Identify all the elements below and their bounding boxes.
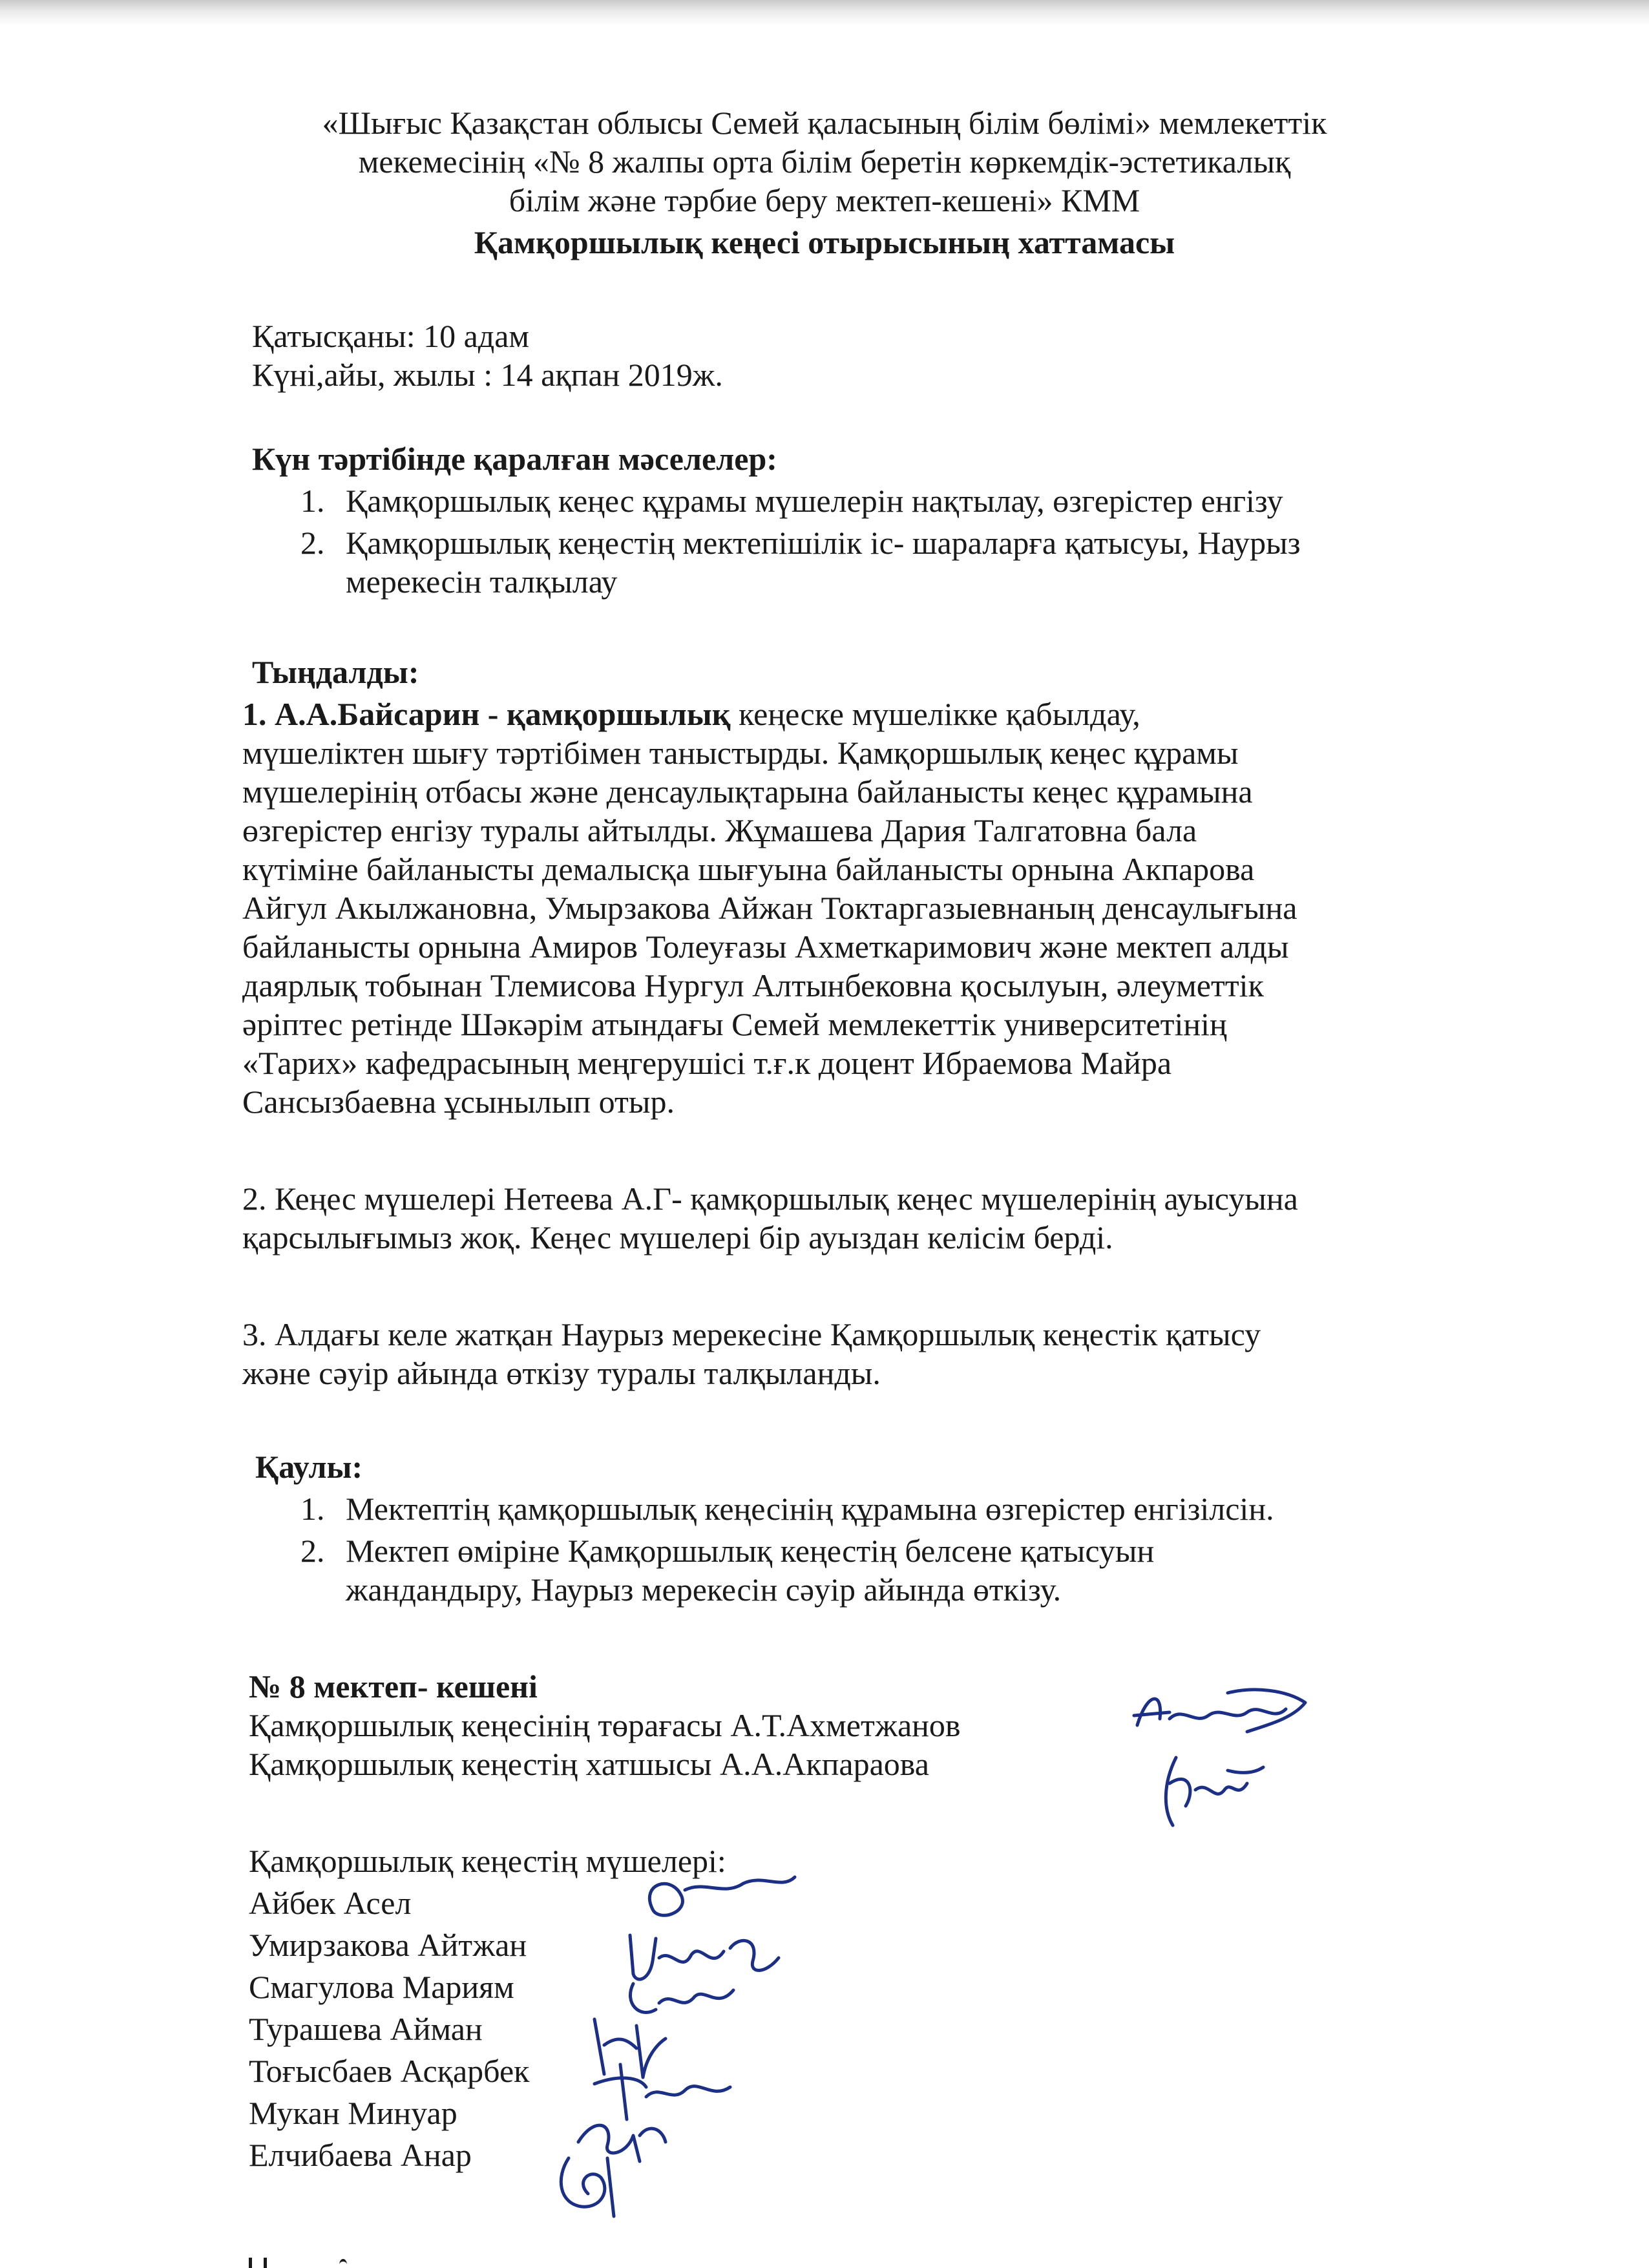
- resolved-item-2-line-2: жандандыру, Наурыз мерекесін сәуір айында өткізу.: [346, 1571, 1062, 1608]
- heard-paragraph-1-line-11: Сансызбаевна ұсынылып отыр.: [242, 1084, 675, 1120]
- resolved-item-2-line-1: Мектеп өміріне Қамқоршылық кеңестің белсене қатысуын: [346, 1533, 1155, 1569]
- resolved-item-1-number: 1.: [300, 1491, 325, 1527]
- meeting-date: Күні,айы, жылы : 14 ақпан 2019ж.: [252, 357, 723, 393]
- agenda-item-2-line-1: Қамқоршылық кеңестің мектепішілік іс- шараларға қатысуы, Наурыз: [346, 525, 1301, 561]
- agenda-item-1: Қамқоршылық кеңес құрамы мүшелерін нақтылау, өзгерістер енгізу: [346, 483, 1283, 519]
- heard-paragraph-1-line-1: [242, 695, 1140, 733]
- member-7-signature: [549, 2145, 653, 2223]
- member-name-4: Турашева Айман: [249, 2011, 483, 2047]
- heard-paragraph-1-line-4: өзгерістер енгізу туралы айтылды. Жұмашева Дария Талгатовна бала: [242, 812, 1197, 848]
- heard-heading: Тыңдалды:: [252, 654, 419, 690]
- agenda-heading: Күн тәртібінде қаралған мәселелер:: [252, 441, 777, 477]
- member-name-2: Умирзакова Айтжан: [249, 1927, 527, 1963]
- heard-paragraph-2-line-1: 2. Кеңес мүшелері Нетеева А.Г- қамқоршылық кеңес мүшелерінің ауысуына: [242, 1181, 1298, 1217]
- heard-paragraph-1-line-10: «Тарих» кафедрасының меңгерушісі т.ғ.к доцент Ибраемова Майра: [242, 1045, 1172, 1081]
- heard-paragraph-1-line-8: даярлық тобынан Тлемисова Нургул Алтынбековна қосылуын, әлеуметтік: [242, 967, 1264, 1003]
- member-name-7: Елчибаева Анар: [249, 2137, 472, 2173]
- school-label: № 8 мектеп- кешені: [249, 1668, 538, 1705]
- heard-paragraph-3-line-1: 3. Алдағы келе жатқан Наурыз мерекесіне Қамқоршылық кеңестік қатысу: [242, 1316, 1261, 1352]
- heard-paragraph-2-line-2: қарсылығымыз жоқ. Кеңес мүшелері бір ауыздан келісім берді.: [242, 1219, 1113, 1255]
- attended-count: Қатысқаны: 10 адам: [252, 318, 530, 354]
- member-name-1: Айбек Асел: [249, 1885, 412, 1921]
- resolved-heading: Қаулы:: [255, 1449, 363, 1485]
- heard-paragraph-3-line-2: және сәуір айында өткізу туралы талқыланды.: [242, 1355, 881, 1391]
- heard-paragraph-1-line-9: әріптес ретінде Шәкәрім атындағы Семей мемлекеттік университетінің: [242, 1006, 1227, 1042]
- resolved-item-2-number: 2.: [300, 1533, 325, 1569]
- chairperson-line: Қамқоршылық кеңесінің төрағасы А.Т.Ахметжанов: [249, 1707, 961, 1743]
- heard-paragraph-1-line-5: күтіміне байланысты демалысқа шығуына байланысты орнына Акпарова: [242, 851, 1255, 887]
- header-line-2: мекемесінің «№ 8 жалпы орта білім беретін көркемдік-эстетикалық: [358, 143, 1291, 180]
- secretary-line: Қамқоршылық кеңестің хатшысы А.А.Акпараова: [249, 1746, 929, 1782]
- member-name-6: Мукан Минуар: [249, 2095, 457, 2131]
- chairperson-signature: [1124, 1680, 1318, 1751]
- members-heading: Қамқоршылық кеңестің мүшелері:: [249, 1843, 726, 1879]
- cut-off-line: [249, 2254, 378, 2268]
- header-line-1: «Шығыс Қазақстан облысы Семей қаласының білім бөлімі» мемлекеттік: [322, 105, 1327, 141]
- heard-paragraph-1-line-7: байланысты орнына Амиров Толеуғазы Ахметкаримович және мектеп алды: [242, 929, 1289, 965]
- resolved-item-1: Мектептің қамқоршылық кеңесінің құрамына өзгерістер енгізілсін.: [346, 1491, 1274, 1527]
- heard-paragraph-1-line-6: Айгул Акылжановна, Умырзакова Айжан Токтаргазыевнаның денсаулығына: [242, 890, 1297, 926]
- member-name-5: Тоғысбаев Асқарбек: [249, 2053, 530, 2089]
- document-title: Қамқоршылық кеңесі отырысының хаттамасы: [474, 224, 1175, 260]
- member-name-3: Смагулова Мариям: [249, 1969, 514, 2005]
- agenda-item-2-line-2: мерекесін талқылау: [346, 563, 618, 600]
- speaker-name: 1. А.А.Байсарин - қамқоршылық: [242, 696, 731, 732]
- heard-paragraph-1-line-3: мүшелерінің отбасы және денсаулықтарына байланысты кеңес құрамына: [242, 773, 1253, 810]
- agenda-item-1-number: 1.: [300, 483, 325, 519]
- agenda-item-2-number: 2.: [300, 525, 325, 561]
- heard-paragraph-1-start: кеңеске мүшелікке қабылдау,: [730, 696, 1140, 732]
- header-line-3: білім және тәрбие беру мектеп-кешені» КММ: [509, 182, 1140, 218]
- heard-paragraph-1-line-2: мүшеліктен шығу тәртібімен таныстырды. Қамқоршылық кеңес құрамы: [242, 735, 1239, 771]
- secretary-signature: [1150, 1745, 1266, 1835]
